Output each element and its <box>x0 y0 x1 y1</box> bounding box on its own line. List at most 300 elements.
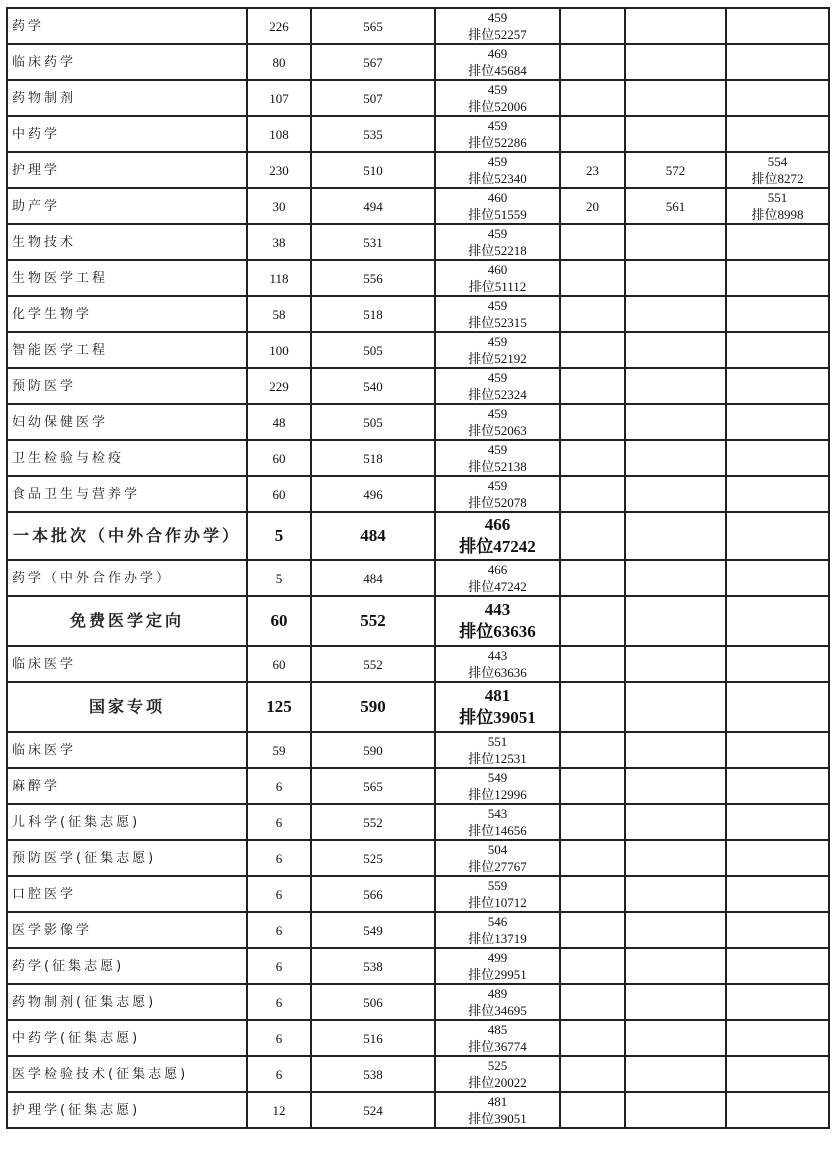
extra-min-score-rank <box>726 984 829 1020</box>
plan-count: 60 <box>247 596 311 646</box>
min-rank: 排位51559 <box>468 207 527 222</box>
extra-count <box>560 368 625 404</box>
extra-count <box>560 260 625 296</box>
extra-min-score-rank <box>726 682 829 732</box>
plan-count: 6 <box>247 912 311 948</box>
min-score: 459 <box>487 118 508 133</box>
extra-count <box>560 116 625 152</box>
extra-count: 23 <box>560 152 625 188</box>
extra-min-score-rank <box>726 224 829 260</box>
min-score: 489 <box>487 986 508 1001</box>
table-row <box>7 224 829 260</box>
min-score-rank <box>435 440 560 476</box>
table-row <box>7 80 829 116</box>
min-rank: 排位34695 <box>468 1003 527 1018</box>
min-score-rank <box>435 188 560 224</box>
table-row <box>7 840 829 876</box>
extra-max-score <box>625 912 726 948</box>
min-score: 549 <box>487 770 508 785</box>
table-row <box>7 948 829 984</box>
min-score: 459 <box>487 10 508 25</box>
major-name: 麻醉学 <box>7 768 247 804</box>
table-row <box>7 984 829 1020</box>
min-rank: 排位63636 <box>459 622 536 641</box>
min-score-rank <box>435 44 560 80</box>
plan-count: 58 <box>247 296 311 332</box>
extra-min-rank: 排位8272 <box>751 171 804 186</box>
min-score: 466 <box>484 515 511 534</box>
major-name: 中药学(征集志愿) <box>7 1020 247 1056</box>
min-score: 460 <box>487 262 508 277</box>
plan-count: 125 <box>247 682 311 732</box>
extra-count <box>560 912 625 948</box>
plan-count: 80 <box>247 44 311 80</box>
major-name: 生物医学工程 <box>7 260 247 296</box>
extra-count <box>560 80 625 116</box>
max-score: 552 <box>311 646 435 682</box>
extra-min-score-rank <box>726 296 829 332</box>
min-score-rank <box>435 596 560 646</box>
extra-count <box>560 512 625 560</box>
min-score: 543 <box>487 806 508 821</box>
table-row <box>7 876 829 912</box>
major-name: 妇幼保健医学 <box>7 404 247 440</box>
extra-min-score-rank <box>726 1092 829 1128</box>
group-header-row <box>7 596 829 646</box>
min-rank: 排位10712 <box>468 895 527 910</box>
plan-count: 229 <box>247 368 311 404</box>
min-score: 559 <box>487 878 508 893</box>
plan-count: 60 <box>247 646 311 682</box>
table-row <box>7 44 829 80</box>
plan-count: 60 <box>247 476 311 512</box>
min-score: 525 <box>487 1058 508 1073</box>
max-score: 496 <box>311 476 435 512</box>
extra-max-score <box>625 224 726 260</box>
extra-max-score <box>625 560 726 596</box>
extra-max-score <box>625 476 726 512</box>
max-score: 507 <box>311 80 435 116</box>
min-rank: 排位47242 <box>468 579 527 594</box>
max-score: 484 <box>311 512 435 560</box>
min-rank: 排位52138 <box>468 459 527 474</box>
min-score-rank <box>435 332 560 368</box>
extra-max-score <box>625 368 726 404</box>
extra-min-score-rank <box>726 768 829 804</box>
major-name: 药学 <box>7 8 247 44</box>
min-rank: 排位14656 <box>468 823 527 838</box>
min-score: 460 <box>487 190 508 205</box>
min-rank: 排位52218 <box>468 243 527 258</box>
min-score: 459 <box>487 298 508 313</box>
min-score-rank <box>435 1020 560 1056</box>
major-name: 预防医学 <box>7 368 247 404</box>
extra-max-score <box>625 804 726 840</box>
extra-min-score-rank <box>726 80 829 116</box>
min-score-rank <box>435 876 560 912</box>
table-row <box>7 116 829 152</box>
extra-min-score-rank <box>726 596 829 646</box>
plan-count: 12 <box>247 1092 311 1128</box>
extra-count <box>560 1020 625 1056</box>
plan-count: 6 <box>247 876 311 912</box>
plan-count: 6 <box>247 1020 311 1056</box>
min-score-rank <box>435 476 560 512</box>
extra-count <box>560 296 625 332</box>
plan-count: 59 <box>247 732 311 768</box>
min-rank: 排位52257 <box>468 27 527 42</box>
min-score-rank <box>435 1092 560 1128</box>
extra-count <box>560 984 625 1020</box>
min-score-rank <box>435 116 560 152</box>
extra-max-score: 561 <box>625 188 726 224</box>
min-score-rank <box>435 152 560 188</box>
extra-max-score <box>625 116 726 152</box>
max-score: 531 <box>311 224 435 260</box>
extra-count <box>560 476 625 512</box>
min-rank: 排位52063 <box>468 423 527 438</box>
plan-count: 230 <box>247 152 311 188</box>
min-rank: 排位47242 <box>459 537 536 556</box>
major-name: 智能医学工程 <box>7 332 247 368</box>
max-score: 540 <box>311 368 435 404</box>
extra-min-score-rank <box>726 440 829 476</box>
min-score: 551 <box>487 734 508 749</box>
min-score-rank <box>435 80 560 116</box>
plan-count: 118 <box>247 260 311 296</box>
min-score: 485 <box>487 1022 508 1037</box>
plan-count: 107 <box>247 80 311 116</box>
group-header-row <box>7 512 829 560</box>
table-row <box>7 732 829 768</box>
min-score-rank <box>435 1056 560 1092</box>
extra-max-score <box>625 1056 726 1092</box>
major-name: 助产学 <box>7 188 247 224</box>
max-score: 566 <box>311 876 435 912</box>
min-score-rank <box>435 224 560 260</box>
major-name: 化学生物学 <box>7 296 247 332</box>
major-name: 药物制剂 <box>7 80 247 116</box>
major-name: 药物制剂(征集志愿) <box>7 984 247 1020</box>
table-row <box>7 1056 829 1092</box>
min-rank: 排位13719 <box>468 931 527 946</box>
min-score-rank <box>435 512 560 560</box>
min-rank: 排位39051 <box>468 1111 527 1126</box>
extra-min-score-rank <box>726 560 829 596</box>
extra-count <box>560 440 625 476</box>
extra-max-score <box>625 1020 726 1056</box>
min-score: 546 <box>487 914 508 929</box>
min-rank: 排位52340 <box>468 171 527 186</box>
min-rank: 排位52324 <box>468 387 527 402</box>
min-score-rank <box>435 8 560 44</box>
min-score: 459 <box>487 334 508 349</box>
min-score-rank <box>435 948 560 984</box>
extra-max-score <box>625 984 726 1020</box>
min-score-rank <box>435 560 560 596</box>
min-rank: 排位52192 <box>468 351 527 366</box>
max-score: 494 <box>311 188 435 224</box>
extra-min-score-rank <box>726 8 829 44</box>
table-row <box>7 440 829 476</box>
major-name: 卫生检验与检疫 <box>7 440 247 476</box>
min-score: 481 <box>484 686 511 705</box>
min-score: 499 <box>487 950 508 965</box>
table-row <box>7 8 829 44</box>
min-rank: 排位20022 <box>468 1075 527 1090</box>
max-score: 524 <box>311 1092 435 1128</box>
extra-min-score-rank <box>726 912 829 948</box>
major-name: 食品卫生与营养学 <box>7 476 247 512</box>
extra-min-score-rank <box>726 804 829 840</box>
min-score-rank <box>435 984 560 1020</box>
extra-min-score-rank <box>726 646 829 682</box>
extra-min-score-rank <box>726 732 829 768</box>
major-name: 药学（中外合作办学） <box>7 560 247 596</box>
min-rank: 排位52078 <box>468 495 527 510</box>
extra-count <box>560 560 625 596</box>
extra-max-score <box>625 404 726 440</box>
min-score: 459 <box>487 226 508 241</box>
extra-max-score <box>625 440 726 476</box>
min-score-rank <box>435 732 560 768</box>
max-score: 510 <box>311 152 435 188</box>
max-score: 505 <box>311 332 435 368</box>
extra-count <box>560 732 625 768</box>
min-score: 459 <box>487 82 508 97</box>
major-name: 护理学 <box>7 152 247 188</box>
extra-min-score-rank <box>726 368 829 404</box>
extra-max-score <box>625 332 726 368</box>
extra-count <box>560 8 625 44</box>
major-name: 临床药学 <box>7 44 247 80</box>
extra-min-rank: 排位8998 <box>751 207 804 222</box>
min-score-rank <box>435 404 560 440</box>
plan-count: 6 <box>247 1056 311 1092</box>
extra-min-score-rank <box>726 876 829 912</box>
min-score: 459 <box>487 442 508 457</box>
major-name: 口腔医学 <box>7 876 247 912</box>
extra-count <box>560 840 625 876</box>
extra-min-score-rank <box>726 1056 829 1092</box>
extra-min-score-rank <box>726 512 829 560</box>
extra-max-score <box>625 646 726 682</box>
max-score: 567 <box>311 44 435 80</box>
min-score-rank <box>435 646 560 682</box>
plan-count: 48 <box>247 404 311 440</box>
extra-max-score <box>625 596 726 646</box>
table-row <box>7 560 829 596</box>
plan-count: 5 <box>247 512 311 560</box>
min-rank: 排位52006 <box>468 99 527 114</box>
table-row <box>7 296 829 332</box>
table-row <box>7 260 829 296</box>
min-rank: 排位12531 <box>468 751 527 766</box>
extra-min-score-rank <box>726 260 829 296</box>
table-row <box>7 368 829 404</box>
min-rank: 排位52315 <box>468 315 527 330</box>
extra-count <box>560 646 625 682</box>
extra-count <box>560 768 625 804</box>
max-score: 525 <box>311 840 435 876</box>
table-row <box>7 646 829 682</box>
extra-min-score-rank <box>726 116 829 152</box>
extra-max-score <box>625 1092 726 1128</box>
major-name: 临床医学 <box>7 732 247 768</box>
extra-max-score <box>625 80 726 116</box>
extra-count <box>560 332 625 368</box>
extra-min-score-rank <box>726 840 829 876</box>
extra-min-score-rank <box>726 1020 829 1056</box>
plan-count: 6 <box>247 984 311 1020</box>
major-name: 儿科学(征集志愿) <box>7 804 247 840</box>
major-name: 医学影像学 <box>7 912 247 948</box>
major-name: 中药学 <box>7 116 247 152</box>
table-row <box>7 1092 829 1128</box>
extra-min-score-rank <box>726 476 829 512</box>
min-score: 443 <box>484 600 511 619</box>
table-body <box>7 8 829 1128</box>
extra-min-score-rank <box>726 44 829 80</box>
table-row <box>7 768 829 804</box>
group-header-row <box>7 682 829 732</box>
admission-score-table <box>6 7 830 1129</box>
min-score-rank <box>435 768 560 804</box>
table-row <box>7 404 829 440</box>
plan-count: 6 <box>247 948 311 984</box>
extra-count <box>560 404 625 440</box>
major-name: 一本批次（中外合作办学） <box>7 512 247 560</box>
min-rank: 排位39051 <box>459 708 536 727</box>
min-rank: 排位52286 <box>468 135 527 150</box>
extra-count <box>560 1056 625 1092</box>
max-score: 505 <box>311 404 435 440</box>
max-score: 484 <box>311 560 435 596</box>
min-score-rank <box>435 368 560 404</box>
min-score-rank <box>435 296 560 332</box>
major-name: 国家专项 <box>7 682 247 732</box>
table-row <box>7 332 829 368</box>
major-name: 临床医学 <box>7 646 247 682</box>
major-name: 护理学(征集志愿) <box>7 1092 247 1128</box>
min-rank: 排位29951 <box>468 967 527 982</box>
extra-count <box>560 804 625 840</box>
extra-max-score <box>625 876 726 912</box>
table-row <box>7 912 829 948</box>
extra-count <box>560 44 625 80</box>
extra-max-score <box>625 44 726 80</box>
min-score: 459 <box>487 370 508 385</box>
extra-max-score <box>625 682 726 732</box>
major-name: 预防医学(征集志愿) <box>7 840 247 876</box>
max-score: 549 <box>311 912 435 948</box>
min-score: 466 <box>487 562 508 577</box>
min-score: 504 <box>487 842 508 857</box>
extra-count <box>560 224 625 260</box>
extra-max-score: 572 <box>625 152 726 188</box>
max-score: 538 <box>311 1056 435 1092</box>
plan-count: 30 <box>247 188 311 224</box>
table-row <box>7 804 829 840</box>
min-score: 469 <box>487 46 508 61</box>
extra-min-score: 554 <box>767 154 788 169</box>
max-score: 552 <box>311 804 435 840</box>
extra-max-score <box>625 768 726 804</box>
min-score: 459 <box>487 406 508 421</box>
max-score: 518 <box>311 296 435 332</box>
max-score: 565 <box>311 8 435 44</box>
plan-count: 226 <box>247 8 311 44</box>
max-score: 516 <box>311 1020 435 1056</box>
min-rank: 排位63636 <box>468 665 527 680</box>
extra-min-score: 551 <box>767 190 788 205</box>
extra-max-score <box>625 8 726 44</box>
extra-count <box>560 1092 625 1128</box>
min-score: 481 <box>487 1094 508 1109</box>
extra-min-score-rank <box>726 188 829 224</box>
min-rank: 排位36774 <box>468 1039 527 1054</box>
extra-max-score <box>625 732 726 768</box>
min-rank: 排位51112 <box>468 279 527 294</box>
max-score: 590 <box>311 682 435 732</box>
extra-max-score <box>625 840 726 876</box>
plan-count: 5 <box>247 560 311 596</box>
extra-min-score-rank <box>726 152 829 188</box>
min-rank: 排位12996 <box>468 787 527 802</box>
table-row <box>7 152 829 188</box>
max-score: 565 <box>311 768 435 804</box>
extra-max-score <box>625 260 726 296</box>
major-name: 免费医学定向 <box>7 596 247 646</box>
major-name: 药学(征集志愿) <box>7 948 247 984</box>
min-score-rank <box>435 804 560 840</box>
plan-count: 108 <box>247 116 311 152</box>
table-row <box>7 1020 829 1056</box>
min-score-rank <box>435 260 560 296</box>
plan-count: 6 <box>247 804 311 840</box>
min-rank: 排位45684 <box>468 63 527 78</box>
min-score: 459 <box>487 478 508 493</box>
min-score-rank <box>435 840 560 876</box>
extra-count <box>560 948 625 984</box>
table-row <box>7 188 829 224</box>
extra-count <box>560 596 625 646</box>
max-score: 590 <box>311 732 435 768</box>
extra-count <box>560 876 625 912</box>
plan-count: 6 <box>247 840 311 876</box>
max-score: 538 <box>311 948 435 984</box>
extra-count: 20 <box>560 188 625 224</box>
extra-count <box>560 682 625 732</box>
plan-count: 100 <box>247 332 311 368</box>
extra-min-score-rank <box>726 404 829 440</box>
min-score-rank <box>435 682 560 732</box>
max-score: 552 <box>311 596 435 646</box>
extra-max-score <box>625 296 726 332</box>
min-score: 443 <box>487 648 508 663</box>
max-score: 556 <box>311 260 435 296</box>
max-score: 506 <box>311 984 435 1020</box>
extra-min-score-rank <box>726 332 829 368</box>
plan-count: 6 <box>247 768 311 804</box>
plan-count: 60 <box>247 440 311 476</box>
min-rank: 排位27767 <box>468 859 527 874</box>
plan-count: 38 <box>247 224 311 260</box>
table-row <box>7 476 829 512</box>
max-score: 518 <box>311 440 435 476</box>
max-score: 535 <box>311 116 435 152</box>
extra-max-score <box>625 512 726 560</box>
